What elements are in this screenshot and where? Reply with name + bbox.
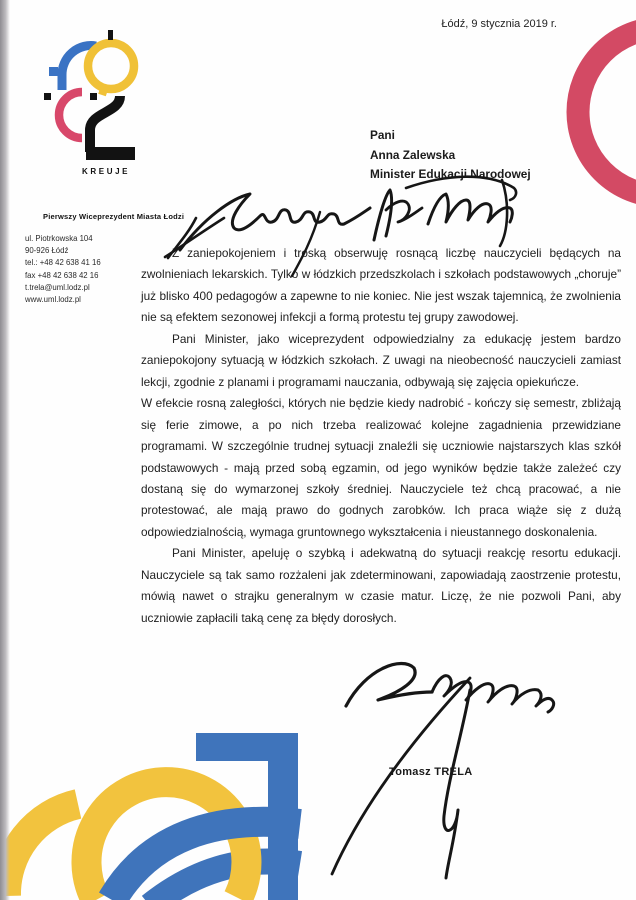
letter-paragraph: Pani Minister, jako wiceprezydent odpowiedzialny za edukację jestem bardzo zaniepokojony sytuacją w łódzkich szkołach. Z uwagi na nieobecność nauczycieli zamiast lekcji, zgodnie z planami i programami nauczania, odbywają się zajęcia opiekuńcze.	[141, 331, 621, 389]
recipient-honorific: Pani	[370, 128, 395, 142]
logo-letter-o-yellow	[88, 30, 134, 95]
logo-kreuje-label: KREUJE	[82, 167, 131, 176]
scan-edge-shadow	[0, 0, 10, 900]
letter-paragraph: Pani Minister, apeluję o szybką i adekwatną do sytuacji reakcję resortu edukacji. Nauczyciele są tak samo rozżaleni jak zdeterminowani, zapowiadają zaostrzenie protestu, mówią nawet o strajku generalnym w czasie matur. Liczę, że nie pozwoli Pani, aby uczniowie zapłacili taką cenę za błędy dorosłych.	[141, 546, 621, 625]
sender-address-line: ul. Piotrkowska 104	[25, 234, 93, 243]
lodz-kreuje-logo	[36, 28, 146, 181]
logo-letter-z-black	[86, 96, 135, 160]
date-line: Łódź, 9 stycznia 2019 r.	[441, 18, 557, 30]
handwritten-salutation	[160, 162, 520, 302]
letter-paragraph: Z zaniepokojeniem i troską obserwuję rosnącą liczbę nauczycieli będących na zwolnieniach lekarskich. Tylko w łódzkich przedszkolach i szkołach podstawowych „choruje” już blisko 400 pedagogów a zapewne to nie koniec. Nie jest wszak tajemnicą, że zwolnienia nie są efektem sezonowej infekcji a formą protestu tej grupy zawodowej.	[141, 246, 621, 325]
sender-email: t.trela@uml.lodz.pl	[25, 282, 90, 292]
recipient-name: Anna Zalewska	[370, 147, 456, 162]
red-ring-decoration	[556, 0, 636, 230]
logo-dot	[90, 93, 97, 100]
sender-address-line: 90-926 Łódź	[25, 246, 69, 256]
deco-yellow-left-arc	[6, 804, 78, 896]
sender-title: Pierwszy Wiceprezydent Miasta Łodzi	[43, 212, 185, 221]
footer-logo-decoration	[0, 718, 340, 900]
sender-block	[25, 212, 185, 306]
signer-name: Tomasz TRELA	[389, 766, 473, 778]
logo-dot	[44, 93, 51, 100]
sender-website: www.uml.lodz.pl	[25, 295, 81, 305]
sender-address-line: fax +48 42 638 42 16	[25, 270, 99, 280]
letter-paragraph: W efekcie rosną zaległości, których nie będzie kiedy nadrobić - kończy się semestr, zbliżają się ferie zimowe, a po nich trzeba realizować kolejne zagadnienia przewidziane programami. W szczególnie trudnej sytuacji znaleźli się uczniowie najstarszych klas szkół podstawowych - mają przed sobą egzamin, od jego wyników będzie także zależeć czy dostaną się do wymarzonej szkoły średniej. Nauczyciele też chcą pracować, a nie protestować, ale mają prawo do godnych zarobków. Ich praca wiąże się z dużą odpowiedzialnością, wymaga gruntownego wykształcenia i nieustannego doskonalenia.	[141, 396, 621, 539]
sender-address-line: tel.: +48 42 638 41 16	[25, 258, 101, 268]
handwritten-signature	[318, 646, 588, 886]
recipient-role: Minister Edukacji Narodowej	[370, 167, 531, 181]
logo-letter-d-red	[59, 92, 82, 138]
